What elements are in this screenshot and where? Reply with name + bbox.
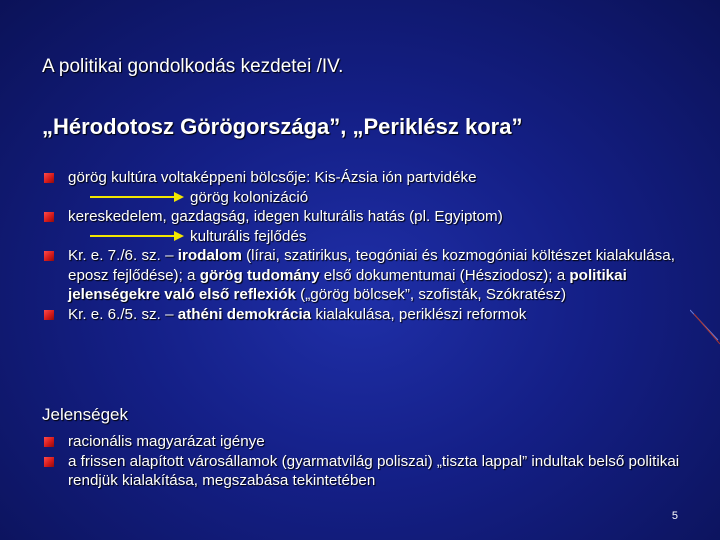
arrow-right-icon: [90, 231, 184, 241]
bullet-text: első dokumentumai (Hésziodosz); a: [319, 266, 570, 284]
bullet-item-trade: [42, 207, 682, 246]
bullet-item-greek-culture: [42, 168, 682, 207]
bullet-icon: [44, 251, 54, 261]
slide-title: A politikai gondolkodás kezdetei /IV.: [42, 56, 344, 77]
bullet-emphasis: athéni demokrácia: [177, 305, 312, 323]
bullet-emphasis: irodalom: [177, 247, 242, 264]
arrow-line: [68, 188, 682, 208]
bullet-item-rational: [42, 432, 682, 452]
bullet-icon: [44, 173, 54, 183]
bullet-icon: [44, 212, 54, 222]
bullet-text: Kr. e. 7./6. sz. –: [68, 247, 178, 264]
arrow-result-text: görög kolonizáció: [190, 188, 309, 206]
bullet-text: kialakulása, periklészi reformok: [311, 305, 527, 323]
bullet-text: Kr. e. 6./5. sz. –: [68, 305, 178, 323]
bullet-item-city-states: [42, 452, 682, 491]
arrow-result-text: kulturális fejlődés: [190, 227, 307, 245]
arrow-right-icon: [90, 192, 184, 202]
bullet-text: (lírai, szatirikus, teogóniai és kozmogóniai költészet kialakulása, eposz fejlődése); a: [68, 247, 675, 284]
section-bullet-list: [42, 432, 682, 491]
bullet-text: kereskedelem, gazdagság, idegen kulturális hatás (pl. Egyiptom): [68, 208, 503, 225]
bullet-icon: [44, 457, 54, 467]
bullet-text: a frissen alapított városállamok (gyarmatvilág poliszai) „tiszta lappal” indultak belső politikai rendjük kialakítása, megszabása tekintetében: [68, 452, 680, 489]
bullet-emphasis: görög tudomány: [199, 266, 320, 284]
bullet-text: racionális magyarázat igénye: [68, 433, 265, 450]
bullet-icon: [44, 437, 54, 447]
decorative-lines: [690, 300, 720, 360]
slide-subtitle: „Hérodotosz Görögországa”, „Periklész kora”: [42, 114, 523, 139]
main-bullet-list: [42, 168, 682, 324]
bullet-item-literature: [42, 246, 682, 305]
bullet-text: („görög bölcsek”, szofisták, Szókratész): [295, 286, 567, 303]
arrow-line: [68, 227, 682, 247]
bullet-emphasis: politikai jelenségekre való első reflexiók: [68, 266, 627, 303]
page-number: 5: [671, 510, 678, 522]
bullet-text: görög kultúra voltaképpeni bölcsője: Kis-Ázsia ión partvidéke: [68, 169, 477, 186]
section-heading: Jelenségek: [42, 405, 129, 424]
bullet-item-democracy: [42, 305, 682, 325]
bullet-icon: [44, 310, 54, 320]
